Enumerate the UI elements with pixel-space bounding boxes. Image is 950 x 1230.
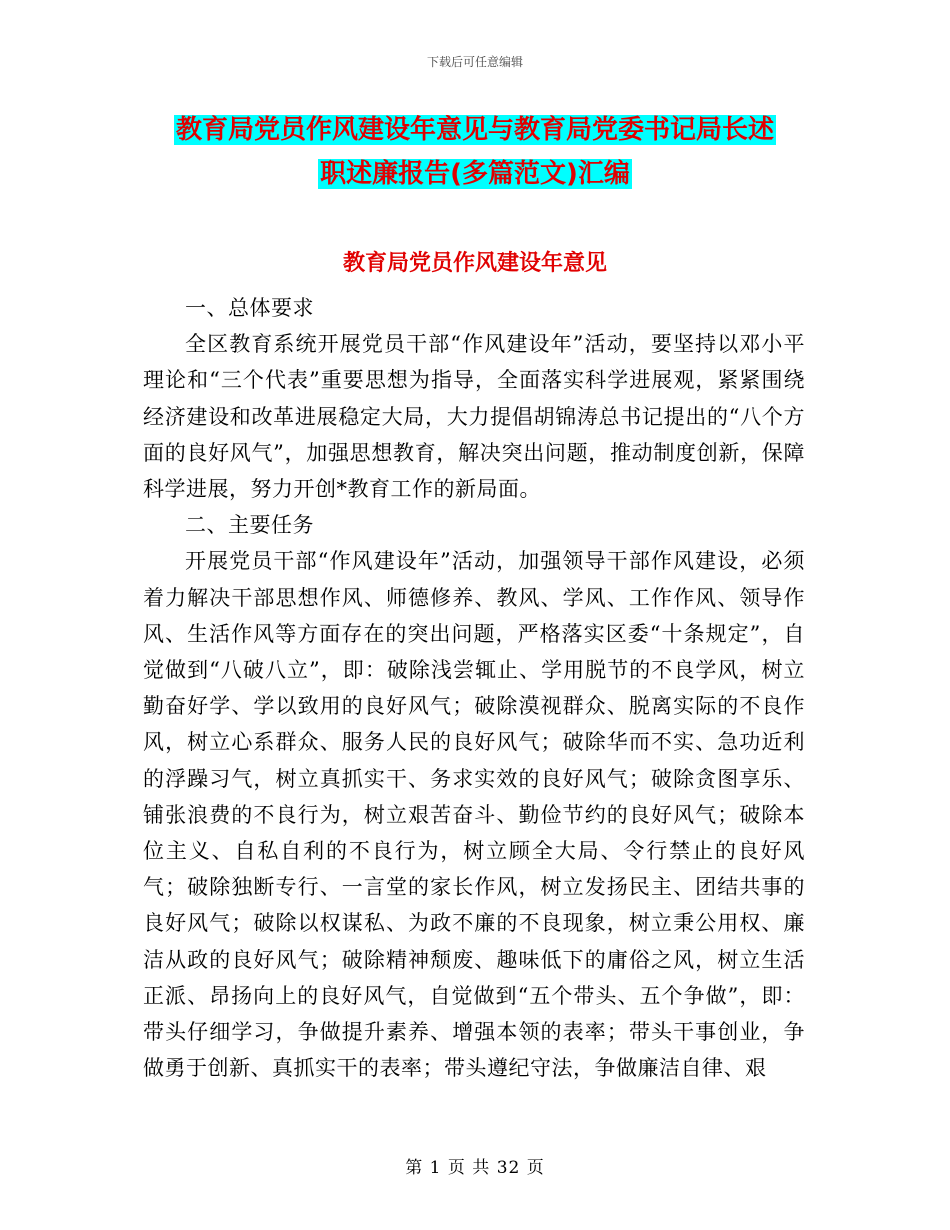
paragraph-main-tasks: 开展党员干部“作风建设年”活动，加强领导干部作风建设，必须着力解决干部思想作风、师德修养、教风、学风、工作作风、领导作风、生活作风等方面存在的突出问题，严格落实区委“十条规定”，自觉做到“八破八立”，即：破除浅尝辄止、学用脱节的不良学风，树立勤奋好学、学以致用的良好风气；破除漠视群众、脱离实际的不良作风，树立心系群众、服务人民的良好风气；破除华而不实、急功近利的浮躁习气，树立真抓实干、务求实效的良好风气；破除贪图享乐、铺张浪费的不良行为，树立艰苦奋斗、勤俭节约的良好风气；破除本位主义、自私自利的不良行为，树立顾全大局、令行禁止的良好风气；破除独断专行、一言堂的家长作风，树立发扬民主、团结共事的良好风气；破除以权谋私、为政不廉的不良现象，树立秉公用权、廉洁从政的良好风气；破除精神颓废、趣味低下的庸俗之风，树立生活正派、昂扬向上的良好风气，自觉做到“五个带头、五个争做”，即：带头仔细学习，争做提升素养、增强本领的表率；带头干事创业，争做勇于创新、真抓实干的表率；带头遵纪守法，争做廉洁自律、艰	[143, 549, 805, 1081]
document-title-line-2	[0, 156, 950, 192]
document-title-line-2-text: 职述廉报告(多篇范文)汇编	[320, 159, 630, 189]
document-title-line-1	[0, 112, 950, 148]
paragraph-general-requirements: 全区教育系统开展党员干部“作风建设年”活动，要坚持以邓小平理论和“三个代表”重要思想为指导，全面落实科学进展观，紧紧围绕经济建设和改革进展稳定大局，大力提倡胡锦涛总书记提出的“八个方面的良好风气”，加强思想教育，解决突出问题，推动制度创新，保障科学进展，努力开创*教育工作的新局面。	[143, 332, 805, 502]
page-footer: 第 1 页 共 32 页	[405, 1158, 545, 1178]
document-body	[143, 290, 805, 1086]
page-header-note: 下载后可任意编辑	[426, 55, 523, 69]
document-title-line-1-text: 教育局党员作风建设年意见与教育局党委书记局长述	[175, 115, 774, 145]
section-title: 教育局党员作风建设年意见	[342, 251, 607, 276]
heading-general-requirements: 一、总体要求	[185, 296, 314, 320]
heading-main-tasks: 二、主要任务	[185, 513, 314, 538]
